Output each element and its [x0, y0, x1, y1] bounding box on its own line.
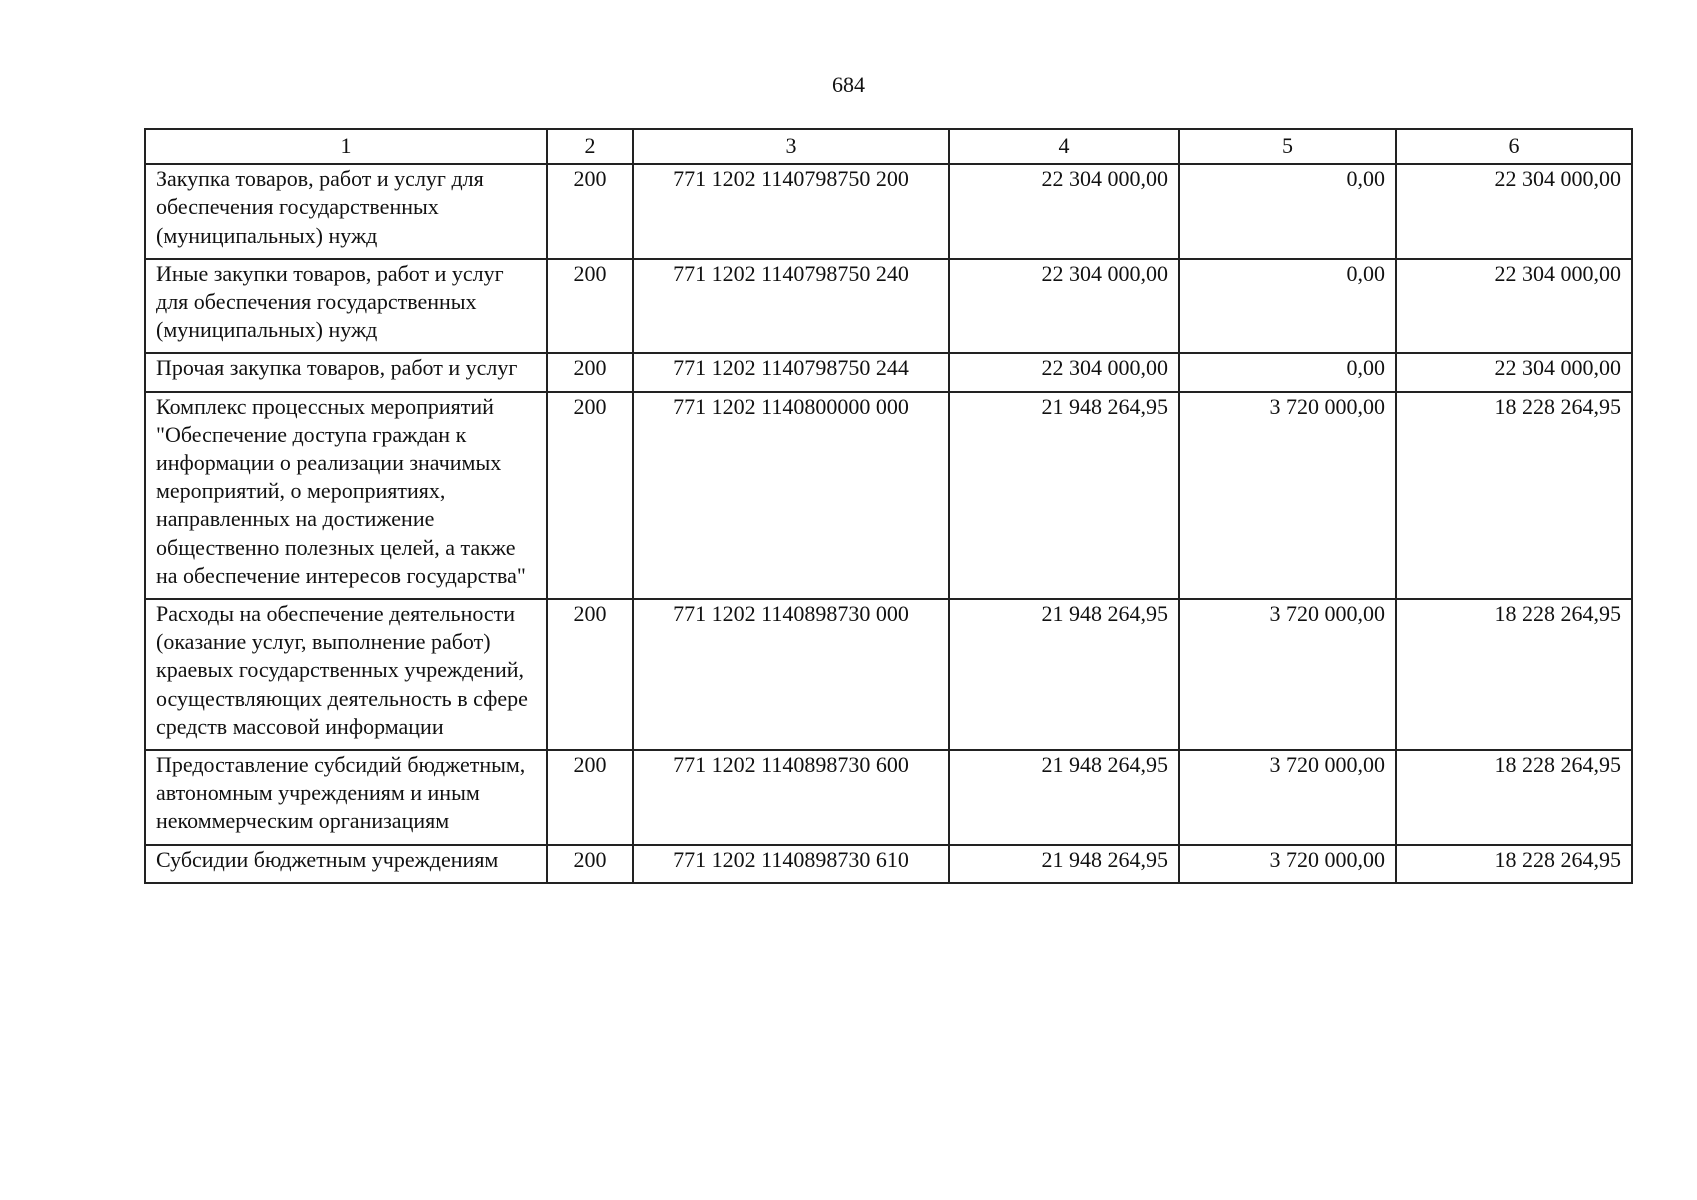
row-name-cell: Расходы на обеспечение деятельности (оказание услуг, выполнение работ) краевых государственных учреждений, осуществляющих деятельность в сфере средств массовой информации: [145, 599, 547, 750]
row-code-cell: 771 1202 1140798750 244: [633, 353, 949, 391]
row-amount-col4-cell: 21 948 264,95: [949, 599, 1179, 750]
row-code-cell: 771 1202 1140798750 200: [633, 164, 949, 259]
row-amount-col5-cell: 0,00: [1179, 259, 1396, 354]
row-amount-col5-cell: 3 720 000,00: [1179, 599, 1396, 750]
row-section-cell: 200: [547, 750, 633, 845]
table-row: [145, 750, 1632, 845]
row-name-cell: Предоставление субсидий бюджетным, автономным учреждениям и иным некоммерческим организациям: [145, 750, 547, 845]
row-amount-col5-cell: 3 720 000,00: [1179, 392, 1396, 599]
row-name-cell: Комплекс процессных мероприятий "Обеспечение доступа граждан к информации о реализации значимых мероприятий, о мероприятиях, направленных на достижение общественно полезных целей, а также на обеспечение интересов государства": [145, 392, 547, 599]
budget-table: [144, 128, 1633, 884]
row-amount-col4-cell: 21 948 264,95: [949, 392, 1179, 599]
row-code-cell: 771 1202 1140798750 240: [633, 259, 949, 354]
row-amount-col4-cell: 22 304 000,00: [949, 353, 1179, 391]
column-header: 3: [633, 129, 949, 164]
row-section-cell: 200: [547, 353, 633, 391]
row-amount-col5-cell: 0,00: [1179, 353, 1396, 391]
table-row: [145, 599, 1632, 750]
row-amount-col4-cell: 21 948 264,95: [949, 750, 1179, 845]
table-header-row: [145, 129, 1632, 164]
row-name-cell: Прочая закупка товаров, работ и услуг: [145, 353, 547, 391]
column-header: 2: [547, 129, 633, 164]
row-section-cell: 200: [547, 845, 633, 883]
row-code-cell: 771 1202 1140898730 610: [633, 845, 949, 883]
column-header: 4: [949, 129, 1179, 164]
column-header: 5: [1179, 129, 1396, 164]
row-section-cell: 200: [547, 164, 633, 259]
row-amount-col6-cell: 22 304 000,00: [1396, 353, 1632, 391]
column-header: 1: [145, 129, 547, 164]
table-row: [145, 259, 1632, 354]
row-amount-col6-cell: 22 304 000,00: [1396, 164, 1632, 259]
row-code-cell: 771 1202 1140800000 000: [633, 392, 949, 599]
row-amount-col4-cell: 21 948 264,95: [949, 845, 1179, 883]
row-amount-col6-cell: 18 228 264,95: [1396, 392, 1632, 599]
row-amount-col5-cell: 3 720 000,00: [1179, 845, 1396, 883]
row-amount-col6-cell: 18 228 264,95: [1396, 599, 1632, 750]
table-row: [145, 845, 1632, 883]
row-name-cell: Субсидии бюджетным учреждениям: [145, 845, 547, 883]
row-amount-col6-cell: 22 304 000,00: [1396, 259, 1632, 354]
table-row: [145, 353, 1632, 391]
row-amount-col5-cell: 0,00: [1179, 164, 1396, 259]
column-header: 6: [1396, 129, 1632, 164]
row-name-cell: Закупка товаров, работ и услуг для обеспечения государственных (муниципальных) нужд: [145, 164, 547, 259]
row-section-cell: 200: [547, 392, 633, 599]
row-code-cell: 771 1202 1140898730 600: [633, 750, 949, 845]
table-row: [145, 392, 1632, 599]
row-name-cell: Иные закупки товаров, работ и услуг для обеспечения государственных (муниципальных) нужд: [145, 259, 547, 354]
row-amount-col6-cell: 18 228 264,95: [1396, 845, 1632, 883]
row-section-cell: 200: [547, 599, 633, 750]
row-amount-col5-cell: 3 720 000,00: [1179, 750, 1396, 845]
row-amount-col6-cell: 18 228 264,95: [1396, 750, 1632, 845]
table-row: [145, 164, 1632, 259]
row-code-cell: 771 1202 1140898730 000: [633, 599, 949, 750]
row-section-cell: 200: [547, 259, 633, 354]
row-amount-col4-cell: 22 304 000,00: [949, 164, 1179, 259]
row-amount-col4-cell: 22 304 000,00: [949, 259, 1179, 354]
page-number: 684: [832, 72, 865, 97]
